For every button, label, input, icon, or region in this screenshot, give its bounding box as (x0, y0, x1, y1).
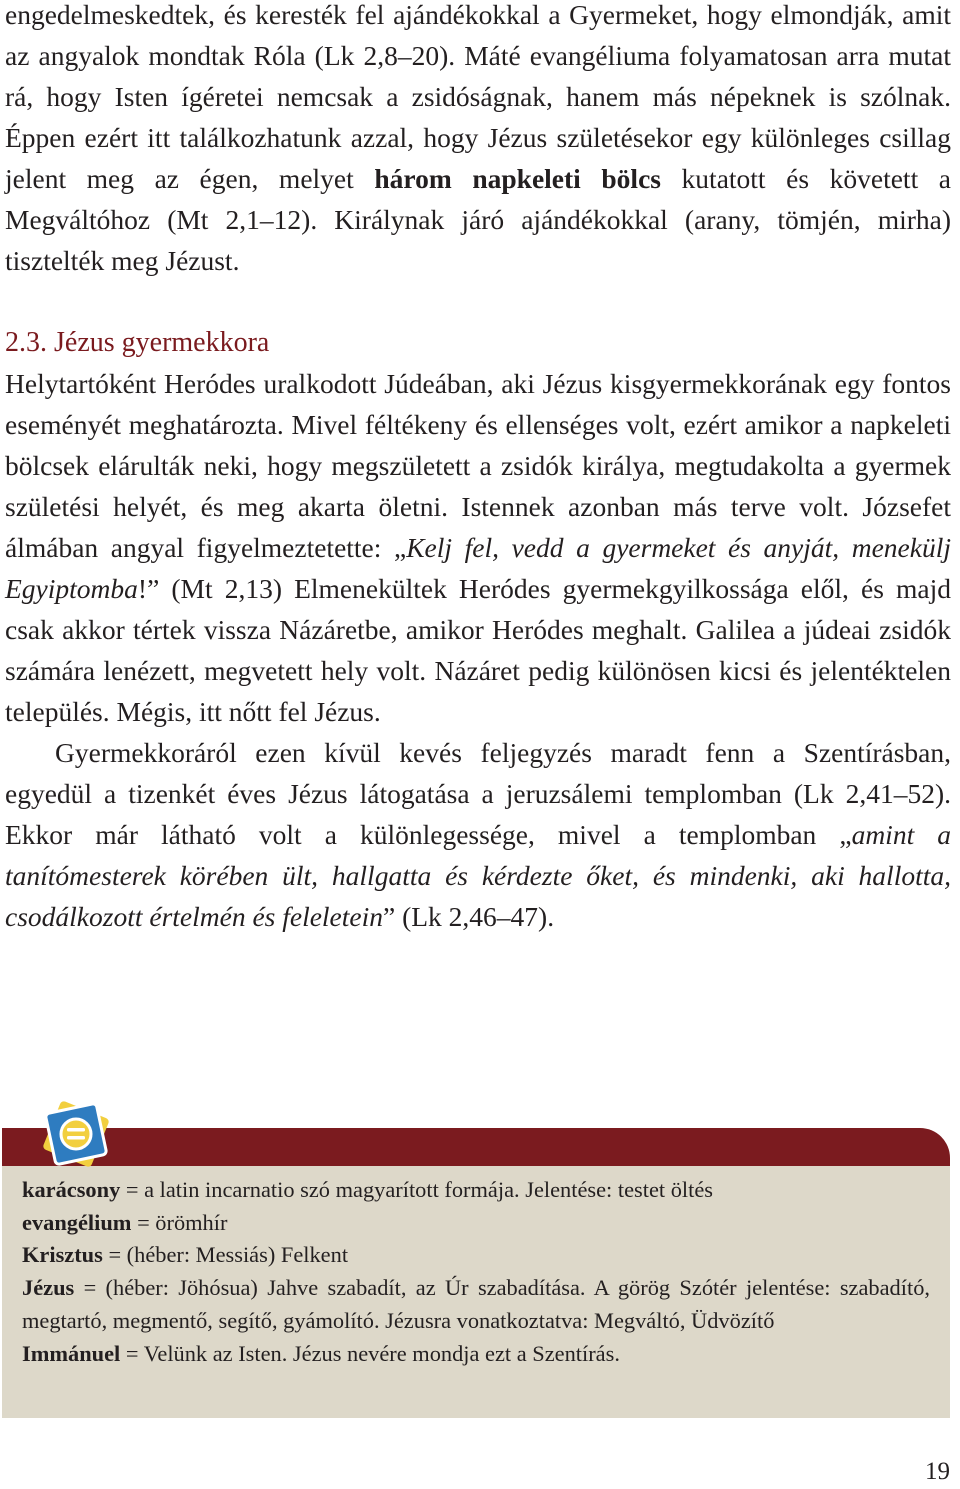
glossary-definition: = Velünk az Isten. Jézus nevére mondja ezt a Szentírás. (120, 1340, 620, 1366)
p1-text-2: !” (Mt 2,13) Elmenekültek Heródes gyermekgyilkossága elől, és majd csak akkor tértek vissza Názáretbe, amikor Heródes meghalt. Galilea a júdeai zsidók számára lenézett, megvetett hely volt. Názáret pedig különösen kicsi és jelentéktelen település. Mégis, itt nőtt fel Jézus. (5, 573, 951, 727)
glossary-term: Immánuel (22, 1340, 121, 1366)
intro-text-1: engedelmeskedtek, és keresték fel ajándékokkal a Gyermeket, hogy elmondják, amit az angyalok mondtak Róla (Lk 2,8‒20). Máté evangéliuma folyamatosan arra mutat rá, hogy Isten ígéretei nemcsak a zsidóságnak, hanem más népeknek is szólnak. Éppen ezért itt találkozhatunk azzal, hogy Jézus születésekor egy különleges csillag jelent meg az égen, melyet (5, 0, 951, 194)
p2-text-1: Gyermekkoráról ezen kívül kevés feljegyzés maradt fenn a Szentírásban, egyedül a tizenkét éves Jézus látogatása a jeruzsálemi templomban (Lk 2,41‒52). Ekkor már látható volt a különlegessége, mivel a templomban „ (5, 737, 951, 850)
p1-text-1: Helytartóként Heródes uralkodott Júdeában, aki Jézus kisgyermekkorának egy fontos eseményét meghatározta. Mivel féltékeny és ellenséges volt, ezért amikor a napkeleti bölcsek elárulták neki, hogy megszületett a zsidók királya, megtudakolta a gyermek születési helyét, és meg akarta öletni. Istennek azonban más terve volt. Józsefet álmában angyal figyelmeztetette: „ (5, 368, 951, 563)
p1-quote: Kelj fel, vedd a gyermeket és anyját, menekülj Egyiptomba (5, 532, 951, 604)
intro-bold-text: három napkeleti bölcs (374, 163, 661, 194)
intro-paragraph (5, 0, 951, 281)
p2-quote: amint a tanítómesterek körében ült, hallgatta és kérdezte őket, és mindenki, aki hallotta, csodálkozott értelmén és feleletein (5, 819, 951, 932)
glossary-entry (22, 1239, 930, 1272)
glossary-book-icon (36, 1094, 116, 1174)
glossary-header-band (2, 1128, 950, 1166)
p2-text-2: ” (Lk 2,46‒47). (383, 901, 555, 932)
glossary-term: karácsony (22, 1177, 121, 1202)
section-paragraph-2 (5, 732, 951, 937)
glossary-term: Jézus (22, 1275, 75, 1301)
glossary-term: evangélium (22, 1209, 132, 1235)
glossary-definition: = (héber: Messiás) Felkent (102, 1242, 349, 1268)
glossary-entry (22, 1207, 930, 1240)
glossary-entry (22, 1174, 930, 1207)
section-heading: 2.3. Jézus gyermekkora (5, 327, 270, 358)
glossary-definition: = örömhír (131, 1209, 228, 1235)
glossary-list (22, 1174, 930, 1370)
glossary-entry (22, 1338, 930, 1371)
glossary-term: Krisztus (22, 1242, 103, 1268)
glossary-definition: = (héber: Jöhósua) Jahve szabadít, az Úr szabadítása. A görög Szótér jelentése: szabadító, megtartó, megmentő, segítő, gyámolító. Jézusra vonatkoztatva: Megváltó, Üdvözítő (22, 1275, 930, 1333)
page-number: 19 (925, 1458, 950, 1485)
section-paragraph-1 (5, 363, 951, 732)
section-body (5, 363, 951, 937)
glossary-entry (22, 1272, 930, 1337)
intro-text-2: kutatott és követett a Megváltóhoz (Mt 2,1‒12). Királynak járó ajándékokkal (arany, tömjén, mirha) tisztelték meg Jézust. (5, 163, 951, 276)
glossary-definition: = a latin incarnatio szó magyarított formája. Jelentése: testet öltés (120, 1177, 713, 1202)
